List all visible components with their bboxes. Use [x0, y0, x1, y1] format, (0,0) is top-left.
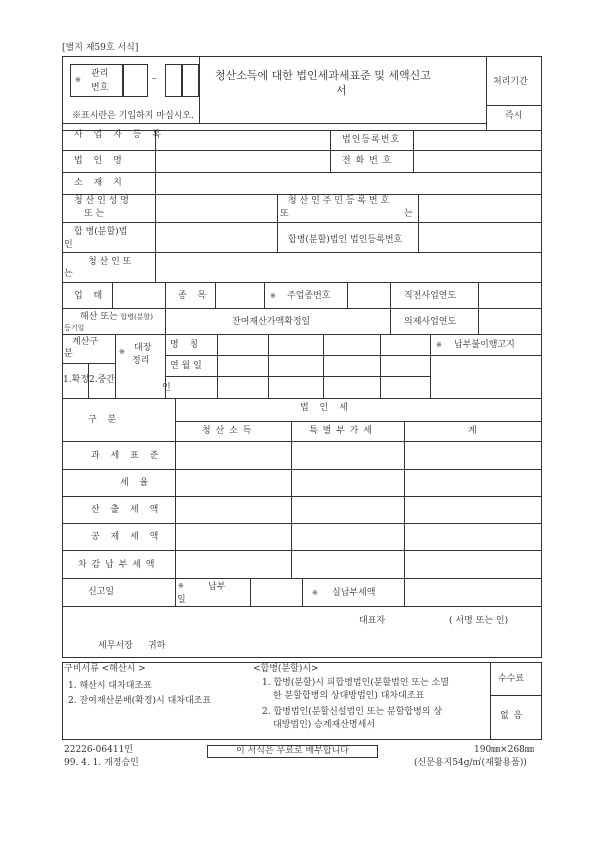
dissolution-year-label: 직전사업연도 [404, 291, 457, 301]
merger-doc-item: 대방법인) 승계재산명세서 [273, 720, 376, 730]
processing-period-label: 처리기간 [493, 77, 528, 87]
corp-tax-header: 법 인 세 [300, 403, 352, 413]
management-label-1: 관리 [91, 69, 109, 79]
phone-label: 전 화 번 호 [342, 156, 393, 166]
ledger-seal-label: 인 [162, 383, 171, 393]
management-number-field-3[interactable] [182, 64, 199, 97]
merged-reg-input[interactable] [419, 223, 541, 251]
tax-cell-input[interactable] [176, 442, 290, 468]
management-dash: – [152, 74, 157, 84]
liquidator-id-input[interactable] [419, 195, 541, 221]
merger-docs-title: <합병(분할)시> [253, 664, 319, 674]
business-type-input[interactable] [113, 283, 164, 307]
corp-reg-input[interactable] [414, 131, 541, 149]
management-label-2: 번호 [91, 83, 109, 93]
liquidator-id-label: 청 산 인 주 민 등 록 번 호 [288, 196, 390, 206]
location-label: 소 재 지 [74, 178, 126, 188]
liquidator-id-label-suf: 는 [404, 209, 413, 219]
main-code-label: 주업종번호 [287, 291, 331, 301]
fee-value: 없 음 [500, 711, 524, 721]
kind-interim[interactable]: 2.중간 [89, 375, 115, 385]
business-reg-input[interactable] [156, 131, 329, 149]
tax-cell-input[interactable] [405, 442, 541, 468]
total-col: 계 [468, 426, 477, 436]
corp-reg-label: 법인등록번호 [342, 135, 401, 145]
business-reg-label: 사 업 자 등 록 [74, 130, 165, 140]
phone-input[interactable] [414, 151, 541, 171]
liquidation-income-col: 청 산 소 득 [202, 426, 253, 436]
main-code-star: ※ [270, 292, 276, 300]
corp-name-input[interactable] [156, 151, 329, 171]
dissolution-date-label-2: 등기일 [64, 324, 85, 332]
filing-date-label: 신고일 [88, 587, 115, 597]
management-star: ※ [75, 76, 81, 84]
liquidator-name-label-2: 또 는 [84, 209, 105, 219]
dissolution-date-input[interactable] [166, 309, 222, 333]
merger-doc-item: 한 분할합병의 상대방법인) 대차대조표 [273, 691, 425, 701]
merged-corp-input[interactable] [156, 223, 276, 251]
merged-corp-label-2: 인 [64, 240, 73, 250]
calc-section-label: 계산구 [72, 337, 99, 347]
tax-category-header: 구 분 [88, 415, 121, 425]
notice-text: ※표시란은 기입하지 마십시오. [72, 111, 194, 121]
payment-date-label-1: 납부 [208, 582, 226, 592]
calc-section-label-2: 분 [64, 349, 73, 359]
documents-title: 구비서류 <해산시 > [64, 664, 146, 674]
liquidator-name-label: 청 산 인 성 명 [74, 196, 129, 206]
tax-row-label: 차 감 납 부 세 액 [78, 560, 156, 570]
fee-label: 수수료 [498, 674, 525, 684]
form-title-line1: 청산소득에 대한 법인세과세표준 및 세액신고 [215, 69, 431, 82]
dissolution-year-input[interactable] [479, 283, 541, 307]
management-number-field-2[interactable] [165, 64, 182, 97]
tax-row-label: 산 출 세 액 [91, 505, 163, 515]
liquidator-addr-input[interactable] [156, 253, 541, 281]
honorific-label: 귀하 [148, 641, 166, 651]
merged-corp-label: 합 병(분할)법 [74, 227, 128, 237]
payment-date-label-2: 일 [177, 595, 186, 605]
liquidator-name-input[interactable] [156, 195, 276, 221]
free-distribution-notice: 이 서식은 무료로 배부합니다 [236, 746, 349, 756]
document-item: 2. 잔여재산분배(확정)시 대차대조표 [68, 696, 212, 706]
signature-note[interactable]: ( 서명 또는 인) [449, 616, 509, 626]
business-item-label: 종 목 [178, 291, 211, 301]
tax-row-label: 과 세 표 준 [91, 451, 163, 461]
merger-doc-item: 1. 합병(분할)시 피합병법인(분할법인 또는 소멸 [262, 678, 450, 688]
liquidator-addr-label: 청 산 인 또 [88, 257, 132, 267]
representative-label: 대표자 [359, 616, 386, 626]
main-code-input[interactable] [348, 283, 389, 307]
processing-period-value: 즉시 [505, 111, 523, 121]
ledger-name-label: 명 칭 [170, 340, 203, 350]
location-input[interactable] [156, 173, 541, 193]
payment-date-star: ※ [178, 582, 184, 590]
liquidation-year-input[interactable] [479, 309, 541, 333]
business-type-label: 업 태 [74, 291, 107, 301]
form-code: 22226-06411민 [64, 745, 133, 755]
corp-name-label: 법 인 명 [74, 156, 126, 166]
paper-size: 190㎜×268㎜ [474, 745, 534, 755]
actual-payment-label: 실납부세액 [332, 588, 376, 598]
payment-default-notice-label: 납부불이행고지 [454, 340, 515, 350]
kind-confirmed[interactable]: 1.확정 [63, 375, 89, 385]
business-item-input[interactable] [216, 283, 263, 307]
merged-reg-label: 합병(분할)법인 법인등록번호 [288, 235, 403, 245]
management-number-field-1[interactable] [123, 64, 148, 97]
tax-office-label: 세무서장 [98, 641, 133, 651]
paper-spec: (신문용지54g/㎡(재활용품)) [414, 758, 527, 768]
dissolution-date-label: 해산 또는 합병(분할) [80, 312, 154, 322]
liquidator-addr-label-2: 는 [64, 269, 73, 279]
merger-doc-item: 2. 합병법인(분할신설법인 또는 분할합병의 상 [262, 707, 443, 717]
actual-payment-input[interactable] [405, 579, 541, 605]
tax-cell-input[interactable] [292, 442, 403, 468]
form-reference: [별지 제59호 서식] [62, 43, 139, 53]
special-surtax-col: 특 별 부 가 세 [309, 426, 373, 436]
ledger-date-label: 연 월 일 [170, 361, 202, 371]
form-title-line2: 서 [336, 84, 347, 97]
residual-date-label: 잔여재산가액확정일 [232, 317, 311, 327]
approval-date: 99. 4. 1. 개정승인 [64, 758, 139, 768]
payment-date-input[interactable] [251, 579, 301, 605]
liquidator-id-label-pre: 또 [280, 209, 289, 219]
ledger-label-1: 대장 [134, 343, 152, 353]
document-item: 1. 해산시 대차대조표 [68, 681, 152, 691]
notice-star: ※ [436, 341, 442, 349]
tax-row-label: 공 제 세 액 [91, 532, 163, 542]
ledger-star: ※ [119, 348, 125, 356]
actual-payment-star: ※ [312, 589, 318, 597]
tax-row-label: 세 율 [120, 478, 153, 488]
ledger-label-2: 정리 [132, 356, 150, 366]
liquidation-year-label: 의제사업연도 [404, 317, 457, 327]
